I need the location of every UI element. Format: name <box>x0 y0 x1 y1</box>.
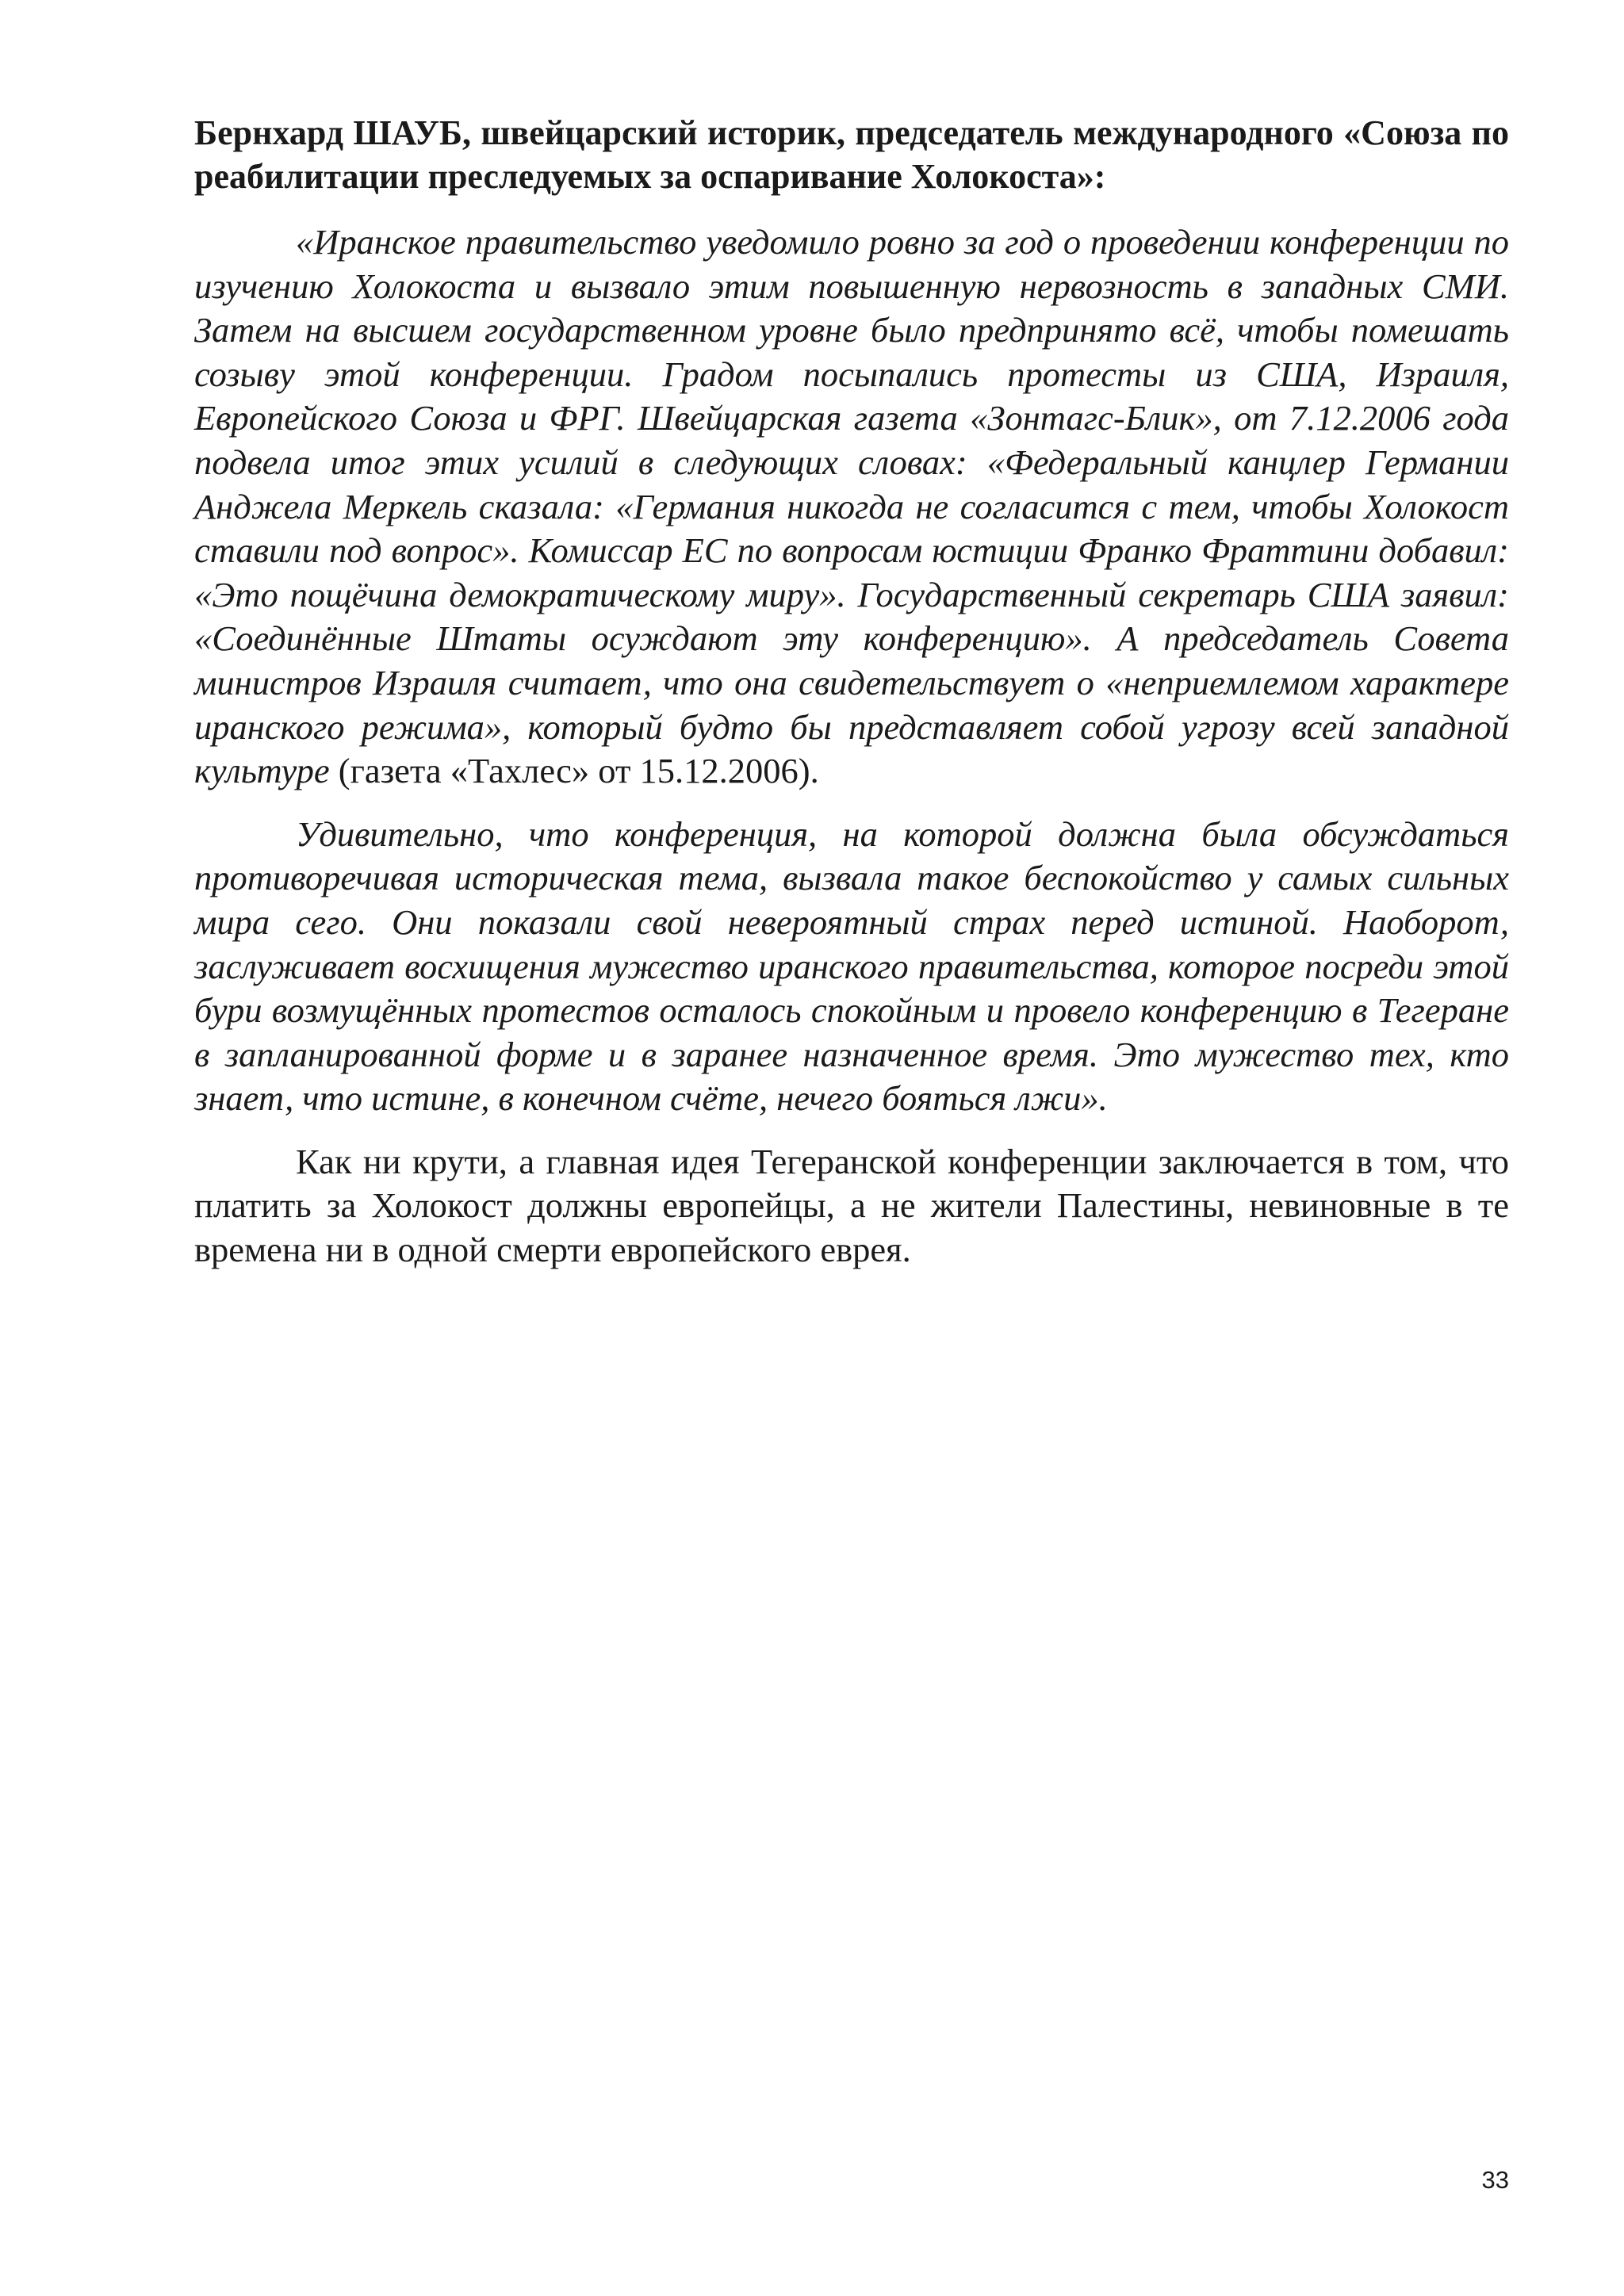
document-page <box>194 111 1509 1292</box>
quote-paragraph-1-italic: «Иранское правительство уведомило ровно за год о проведении конференции по изучению Холокоста и вызвало этим повышенную нервозность в западных СМИ. Затем на высшем государственном уровне было предпринято всё, чтобы помешать созыву этой конференции. Градом посыпались протесты из США, Израиля, Европейского Союза и ФРГ. Швейцарская газета «Зонтагс-Блик», от 7.12.2006 года подвела итог этих усилий в следующих словах: «Федеральный канцлер Германии Анджела Меркель сказала: «Германия никогда не согласится с тем, чтобы Холокост ставили под вопрос». Комиссар ЕС по вопросам юстиции Франко Фраттини добавил: «Это пощёчина демократическому миру». Государственный секретарь США заявил: «Соединённые Штаты осуждают эту конференцию». А председатель Совета министров Израиля считает, что она свидетельствует о «неприемлемом характере иранского режима», который будто бы представляет собой угрозу всей западной культуре <box>194 222 1509 791</box>
body-paragraph: Как ни крути, а главная идея Тегеранской конференции заключается в том, что платить за Холокост должны европейцы, а не жители Палестины, невиновные в те времена ни в одной смерти европейского еврея. <box>194 1141 1509 1270</box>
page-number: 33 <box>1481 2166 1509 2194</box>
quote-paragraph-1 <box>194 220 1509 794</box>
quote-paragraph-1-source: (газета «Тахлес» от 15.12.2006). <box>329 751 819 791</box>
quote-paragraph-2: Удивительно, что конференция, на которой должна была обсуждаться противоречивая историческая тема, вызвала такое беспокойство у самых сильных мира сего. Они показали свой невероятный страх перед истиной. Наоборот, заслуживает восхищения мужество иранского правительства, которое посреди этой бури возмущённых протестов осталось спокойным и провело конференцию в Тегеране в запланированной форме и в заранее назначенное время. Это мужество тех, кто знает, что истине, в конечном счёте, нечего бояться лжи». <box>194 813 1509 1119</box>
section-heading: Бернхард ШАУБ, швейцарский историк, председатель международного «Союза по реабилитации преследуемых за оспаривание Холокоста»: <box>194 113 1509 196</box>
